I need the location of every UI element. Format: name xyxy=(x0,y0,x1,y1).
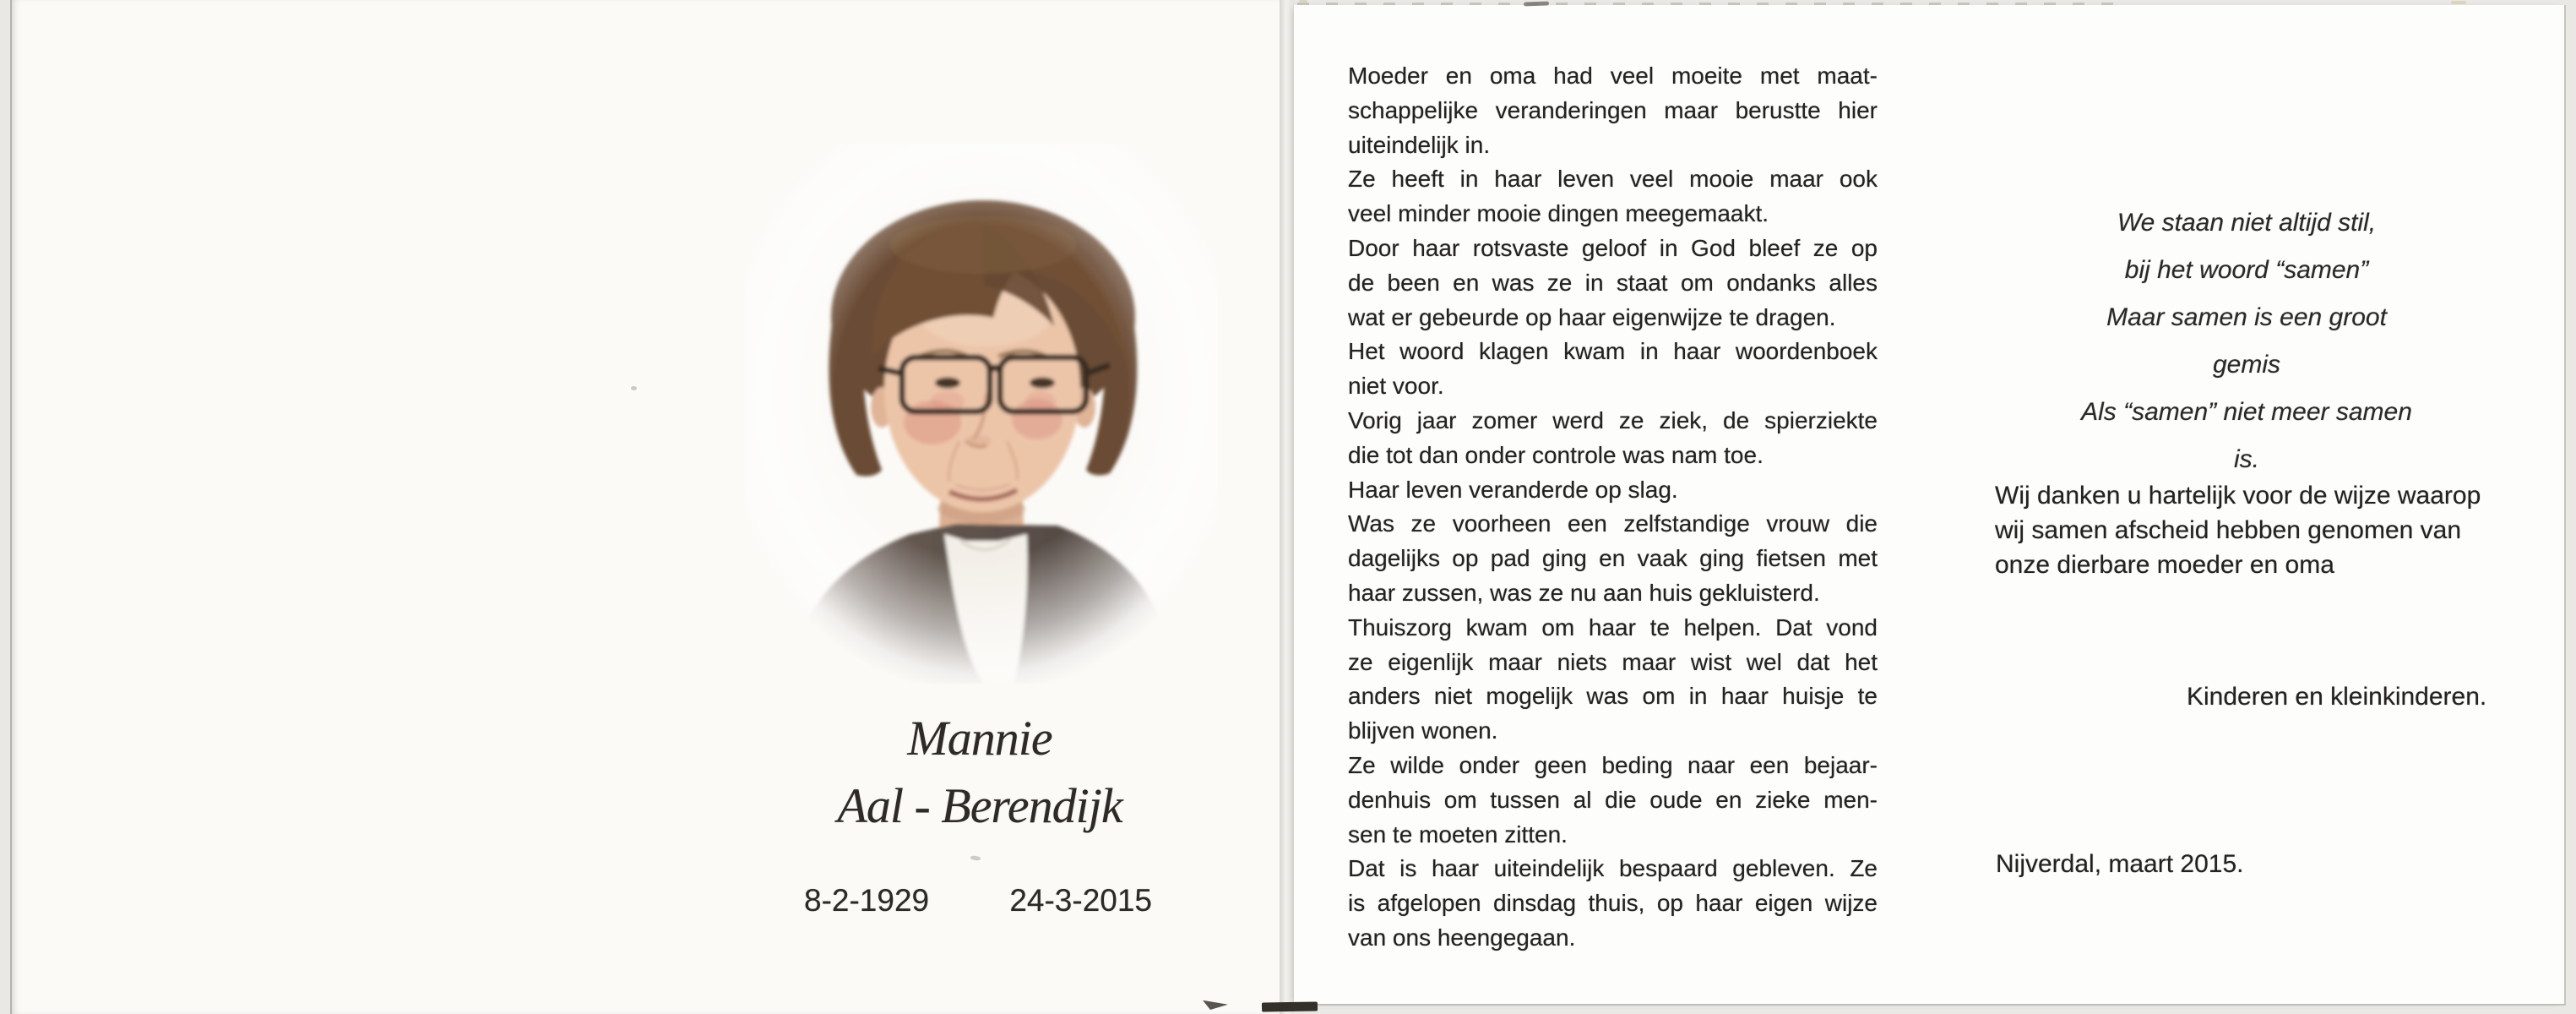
card-inside-page xyxy=(1294,5,2566,1006)
death-date: 24-3-2015 xyxy=(1009,883,1152,918)
scan-smudge-bottom xyxy=(1262,1001,1318,1011)
portrait-photo xyxy=(745,144,1218,684)
memorial-text-line: niet voor. xyxy=(1348,373,1444,400)
signature-line: Kinderen en kleinkinderen. xyxy=(2187,683,2487,711)
deceased-name xyxy=(701,705,1258,840)
memorial-text-line: Door haar rotsvaste geloof in God bleef ze op xyxy=(1348,234,1878,261)
thank-you-line: Wij danken u hartelijk voor de wijze waarop xyxy=(1995,482,2481,510)
memorial-poem xyxy=(2069,199,2424,483)
place-and-date: Nijverdal, maart 2015. xyxy=(1996,850,2244,878)
scan-smudge-top xyxy=(1524,1,1549,6)
memorial-text-line: Dat is haar uiteindelijk bespaard gebleven. Ze xyxy=(1348,855,1878,882)
memorial-text-line: van ons heengegaan. xyxy=(1348,924,1576,951)
memorial-text-line: Ze heeft in haar leven veel mooie maar ook xyxy=(1348,166,1878,193)
memorial-text-line: uiteindelijk in. xyxy=(1348,131,1491,158)
memorial-text-line: blijven wonen. xyxy=(1348,717,1498,744)
memorial-text-line: ze eigenlijk maar niets maar wist wel dat het xyxy=(1348,648,1878,675)
page-fold-seam xyxy=(1280,0,1294,1014)
memorial-text-line: schappelijke veranderingen maar berustte hier xyxy=(1348,96,1878,123)
memorial-text-line: haar zussen, was ze nu aan huis gekluisterd. xyxy=(1348,579,1820,606)
memorial-text xyxy=(1348,59,1878,956)
life-dates xyxy=(804,882,1152,919)
memorial-text-line: wat er gebeurde op haar eigenwijze te dragen. xyxy=(1348,303,1836,330)
memorial-text-line: Thuiszorg kwam om haar te helpen. Dat vond xyxy=(1348,613,1878,641)
memorial-text-line: sen te moeten zitten. xyxy=(1348,820,1568,848)
scan-speck xyxy=(631,386,637,390)
memorial-text-line: veel minder mooie dingen meegemaakt. xyxy=(1348,200,1769,227)
memorial-text-line: dagelijks op pad ging en vaak ging fietsen met xyxy=(1348,545,1878,572)
thank-you-text xyxy=(1995,478,2519,582)
memorial-text-line: de been en was ze in staat om ondanks alles xyxy=(1348,269,1878,296)
scan-speck xyxy=(2451,1,2466,4)
thank-you-line: onze dierbare moeder en oma xyxy=(1995,551,2334,579)
memorial-text-line: Het woord klagen kwam in haar woordenboek xyxy=(1348,338,1878,365)
thank-you-line: wij samen afscheid hebben genomen van xyxy=(1995,516,2462,544)
card-front-page xyxy=(10,0,1281,1014)
deceased-last-name: Aal - Berendijk xyxy=(837,778,1122,833)
memorial-text-line: is afgelopen dinsdag thuis, op haar eigen wijze xyxy=(1348,890,1878,917)
memorial-text-line: die tot dan onder controle was nam toe. xyxy=(1348,441,1764,468)
memorial-text-line: denhuis om tussen al die oude en zieke men- xyxy=(1348,786,1878,813)
memorial-text-line: Ze wilde onder geen beding naar een bejaar- xyxy=(1348,751,1878,778)
memorial-text-line: Haar leven veranderde op slag. xyxy=(1348,476,1678,503)
deceased-first-name: Mannie xyxy=(907,711,1052,766)
memorial-text-line: Vorig jaar zomer werd ze ziek, de spierziekte xyxy=(1348,406,1878,433)
memorial-text-line: Was ze voorheen een zelfstandige vrouw die xyxy=(1348,510,1878,537)
poem-line: bij het woord “samen” xyxy=(2124,256,2369,284)
poem-line: We staan niet altijd stil, xyxy=(2117,209,2377,237)
memorial-text-line: anders niet mogelijk was om in haar huisje te xyxy=(1348,683,1878,710)
portrait-photo-illustration xyxy=(745,144,1218,684)
birth-date: 8-2-1929 xyxy=(804,883,930,918)
poem-line: Als “samen” niet meer samen is. xyxy=(2081,398,2412,473)
memorial-text-line: Moeder en oma had veel moeite met maat- xyxy=(1348,63,1878,89)
scan-speck xyxy=(1299,0,1307,3)
scan-edge-dashed-line xyxy=(1297,3,2125,5)
poem-line: Maar samen is een groot gemis xyxy=(2106,303,2387,379)
